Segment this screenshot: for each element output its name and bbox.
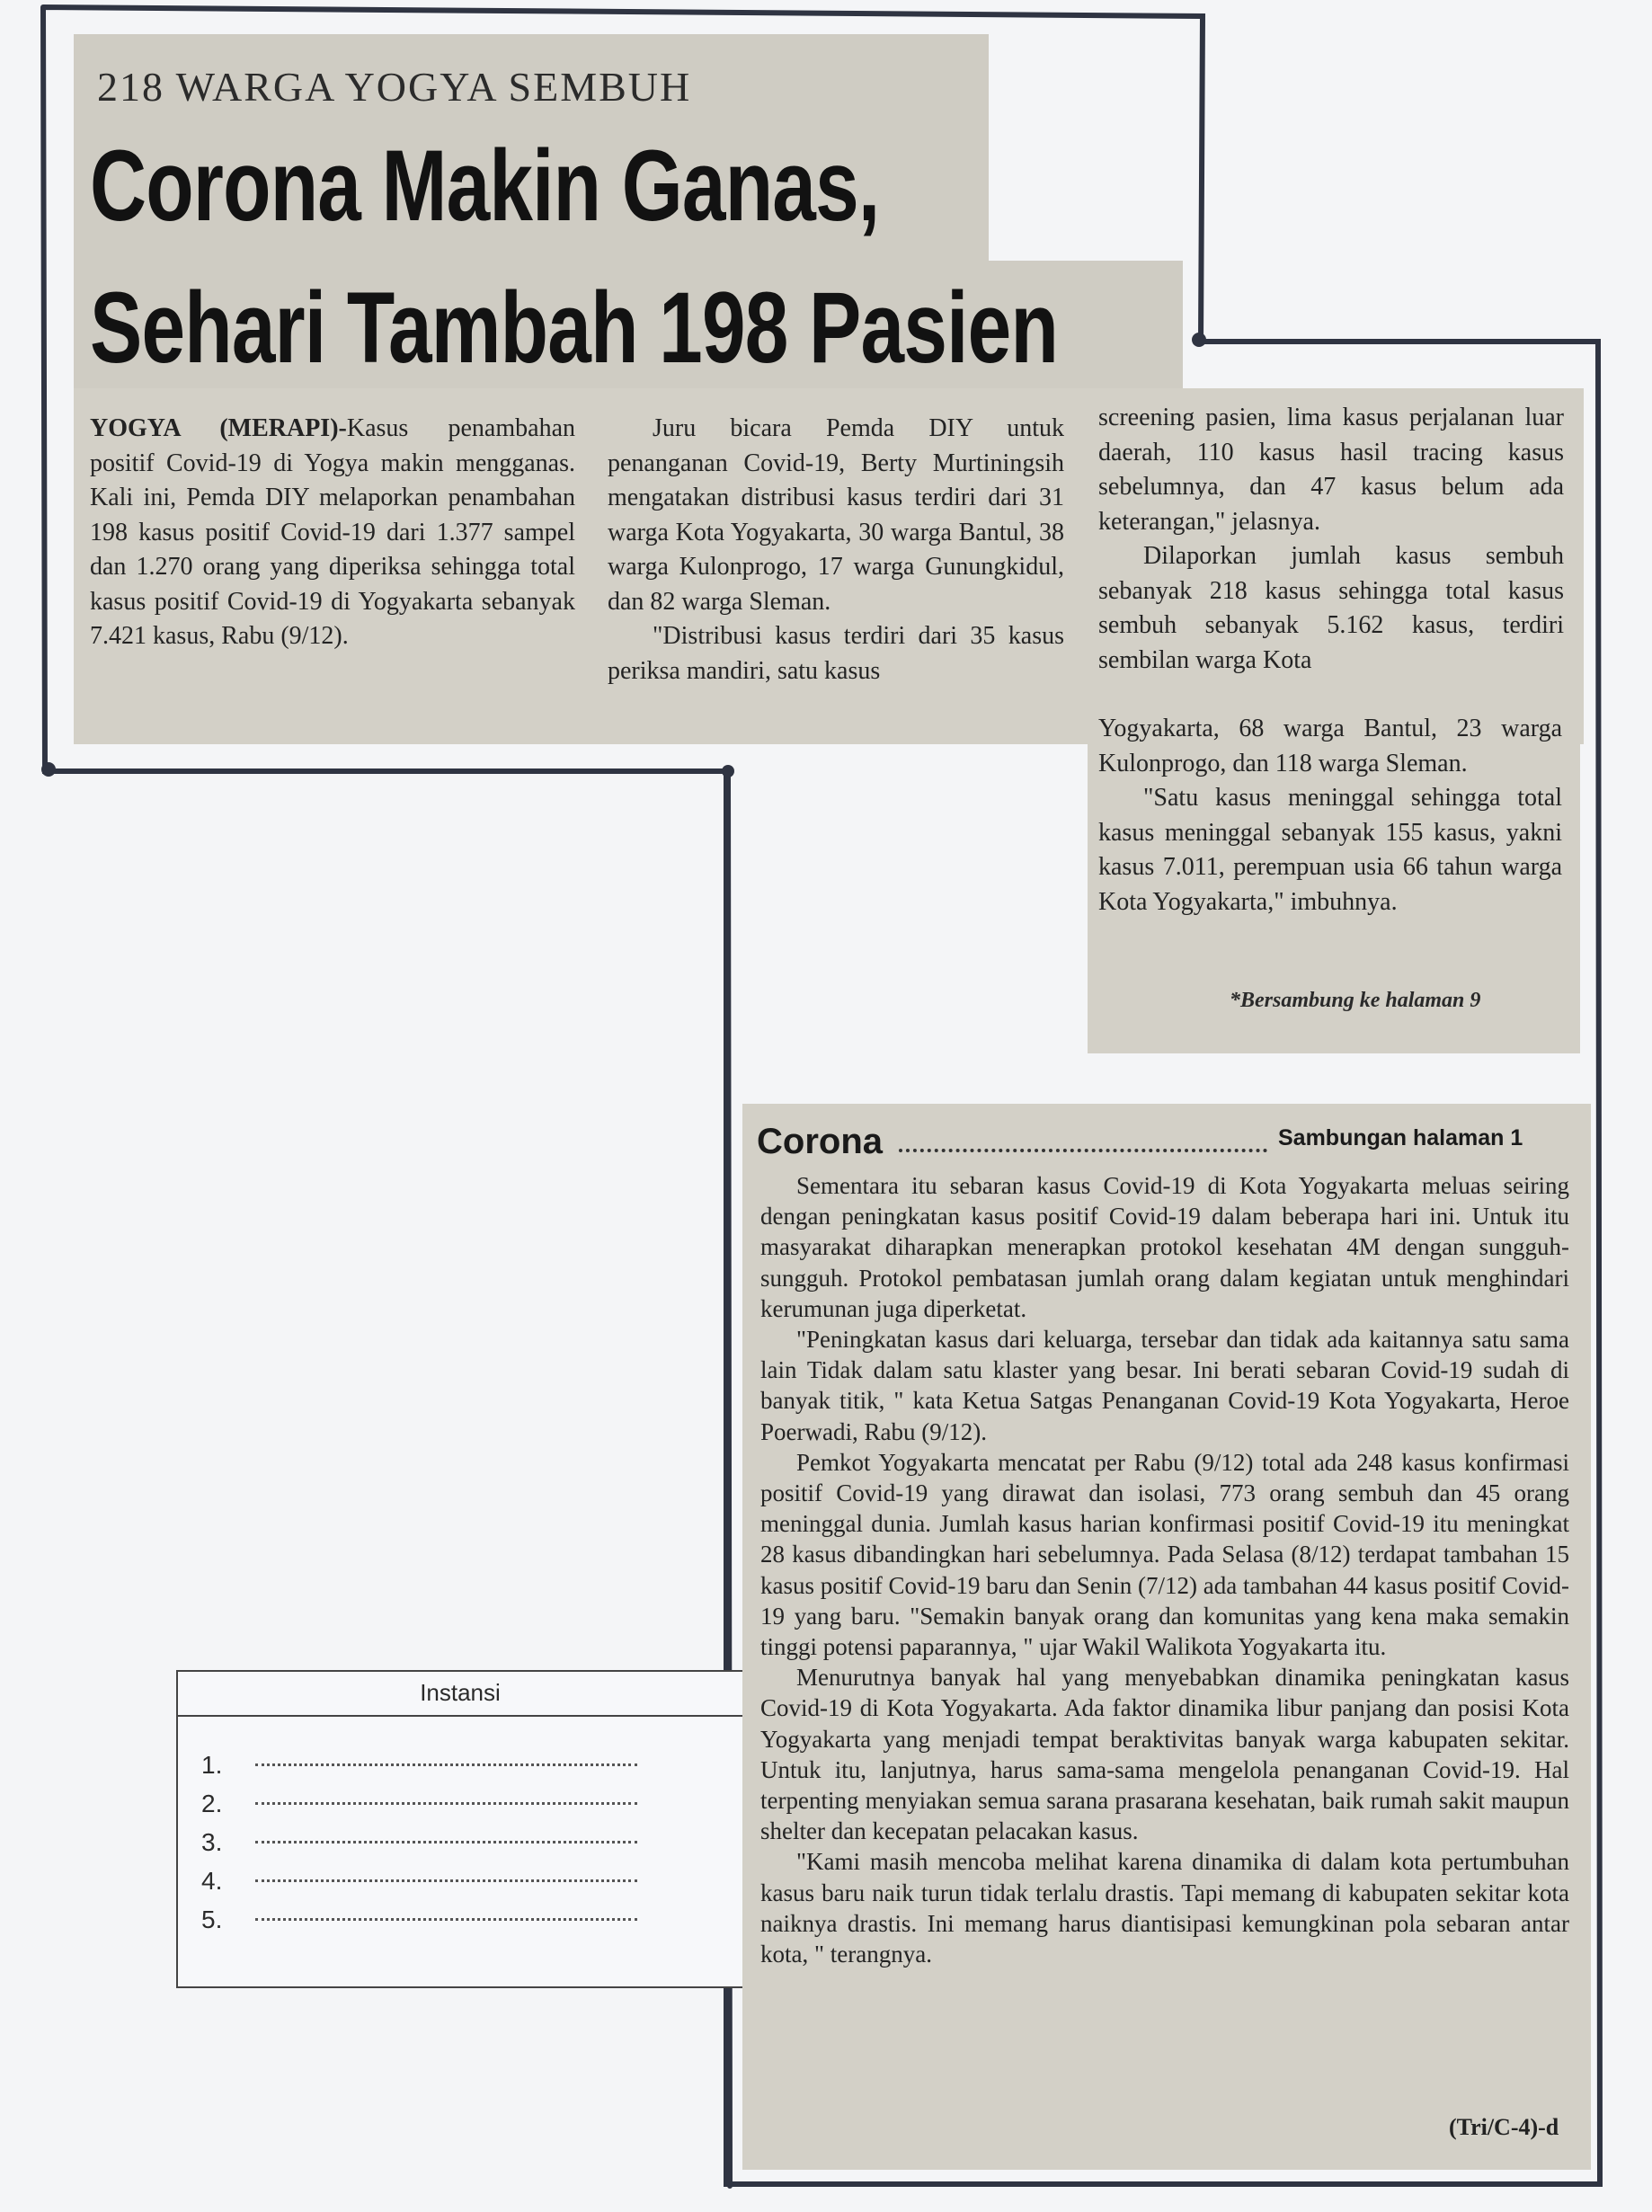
sequel-paragraph: "Kami masih mencoba melihat karena dinamika di dalam kota pertumbuhan kasus baru naik turun tidak terlalu drastis. Tapi memang di kabupaten sekitar kota naiknya drastis. Ini memang harus diantisipasi kemungkinan pola sebaran antar kota, " terangnya. [760,1848,1569,1968]
article-dateline: YOGYA (MERAPI)- [90,414,347,442]
instansi-row: 5. [201,1906,222,1934]
instansi-row: 4. [201,1867,222,1896]
instansi-blank-line [255,1918,637,1921]
sequel-paragraph: Menurutnya banyak hal yang menyebabkan dinamika peningkatan kasus Covid-19 di Kota Yogyakarta. Ada faktor dinamika libur panjang dan posisi Kota Yogyakarta yang menjadi tempat beraktivitas banyak warga kabupaten sekitar. Untuk itu, lanjutnya, harus sama-sama mengelola penanganan Covid-19. Hal terpenting menyiakan semua sarana prasarana kesehatan, baik rumah sakit maupun shelter dan kecepatan pelacakan kasus. [760,1664,1569,1845]
continued-note: *Bersambung ke halaman 9 [1230,989,1481,1012]
article-column-2 [608,412,1064,688]
column-paragraph: Yogyakarta, 68 warga Bantul, 23 warga Kulonprogo, dan 118 warga Sleman. [1098,715,1562,777]
instansi-title: Instansi [178,1672,742,1717]
column-paragraph: Juru bicara Pemda DIY untuk penanganan Covid-19, Berty Murtiningsih mengatakan distribusi kasus terdiri dari 31 warga Kota Yogyakarta, 30 warga Bantul, 38 warga Kulonprogo, 17 warga Gunungkidul, dan 82 warga Sleman. [608,414,1064,616]
headline-line-1: Corona Makin Ganas, [90,129,880,242]
headline-line-2: Sehari Tambah 198 Pasien [90,271,1059,384]
instansi-blank-line [255,1802,637,1805]
instansi-row: 2. [201,1790,222,1818]
sequel-paragraph: Sementara itu sebaran kasus Covid-19 di Kota Yogyakarta meluas seiring dengan peningkatan kasus positif Covid-19 dalam beberapa hari ini. Untuk itu masyarakat diharapkan menerapkan protokol kesehatan 4M dengan sungguh-sungguh. Protokol pembatasan jumlah orang dalam kegiatan untuk menghindari kerumunan juga diperketat. [760,1172,1569,1322]
sequel-byline: (Tri/C-4)-d [1449,2114,1559,2140]
instansi-blank-line [255,1841,637,1843]
instansi-blank-line [255,1763,637,1766]
column-paragraph: "Distribusi kasus terdiri dari 35 kasus periksa mandiri, satu kasus [608,622,1064,685]
article-column-3 [1098,401,1564,678]
article-headline [90,115,1058,399]
column-paragraph: "Satu kasus meninggal sehingga total kasus meninggal sebanyak 155 kasus, yakni kasus 7.011, perempuan usia 66 tahun warga Kota Yogyakarta," imbuhnya. [1098,784,1562,916]
instansi-row: 3. [201,1828,222,1857]
sequel-subtitle: Sambungan halaman 1 [1278,1125,1523,1150]
instansi-blank-line [255,1879,637,1882]
article-column-1 [90,412,575,654]
sequel-title-leader [899,1131,1267,1152]
sequel-body [760,1170,1569,1969]
sequel-paragraph: "Peningkatan kasus dari keluarga, tersebar dan tidak ada kaitannya satu sama lain Tidak dalam satu klaster yang besar. Ini berati sebaran Covid-19 sudah di banyak titik, " kata Ketua Satgas Penanganan Covid-19 Kota Yogyakarta, Heroe Poerwadi, Rabu (9/12). [760,1326,1569,1445]
instansi-row: 1. [201,1751,222,1780]
article-column-4 [1098,712,1562,919]
column-paragraph: Dilaporkan jumlah kasus sembuh sebanyak 218 kasus sehingga total kasus sembuh sebanyak 5.162 kasus, terdiri sembilan warga Kota [1098,542,1564,674]
article-kicker: 218 WARGA YOGYA SEMBUH [97,64,692,110]
column-paragraph: YOGYA (MERAPI)-Kasus penambahan positif Covid-19 di Yogya makin mengganas. Kali ini, Pemda DIY melaporkan penambahan 198 kasus positif Covid-19 dari 1.377 sampel dan 1.270 orang yang diperiksa sehingga total kasus positif Covid-19 di Yogyakarta sebanyak 7.421 kasus, Rabu (9/12). [90,414,575,650]
sequel-paragraph: Pemkot Yogyakarta mencatat per Rabu (9/12) total ada 248 kasus konfirmasi positif Covid-19 yang dirawat dan isolasi, 773 orang sembuh dan 45 orang meninggal dunia. Jumlah kasus harian konfirmasi positif Covid-19 itu meningkat 28 kasus dibandingkan hari sebelumnya. Pada Selasa (8/12) terdapat tambahan 15 kasus positif Covid-19 baru dan Senin (7/12) ada tambahan 44 kasus positif Covid-19 yang baru. "Semakin banyak orang dan komunitas yang kena maka semakin tinggi potensi paparannya, " ujar Wakil Walikota Yogyakarta itu. [760,1448,1569,1661]
column-paragraph: screening pasien, lima kasus perjalanan luar daerah, 110 kasus hasil tracing kasus sebelumnya, dan 47 kasus belum ada keterangan," jelasnya. [1098,404,1564,536]
sequel-title: Corona [757,1122,883,1161]
instansi-box [176,1670,742,1988]
